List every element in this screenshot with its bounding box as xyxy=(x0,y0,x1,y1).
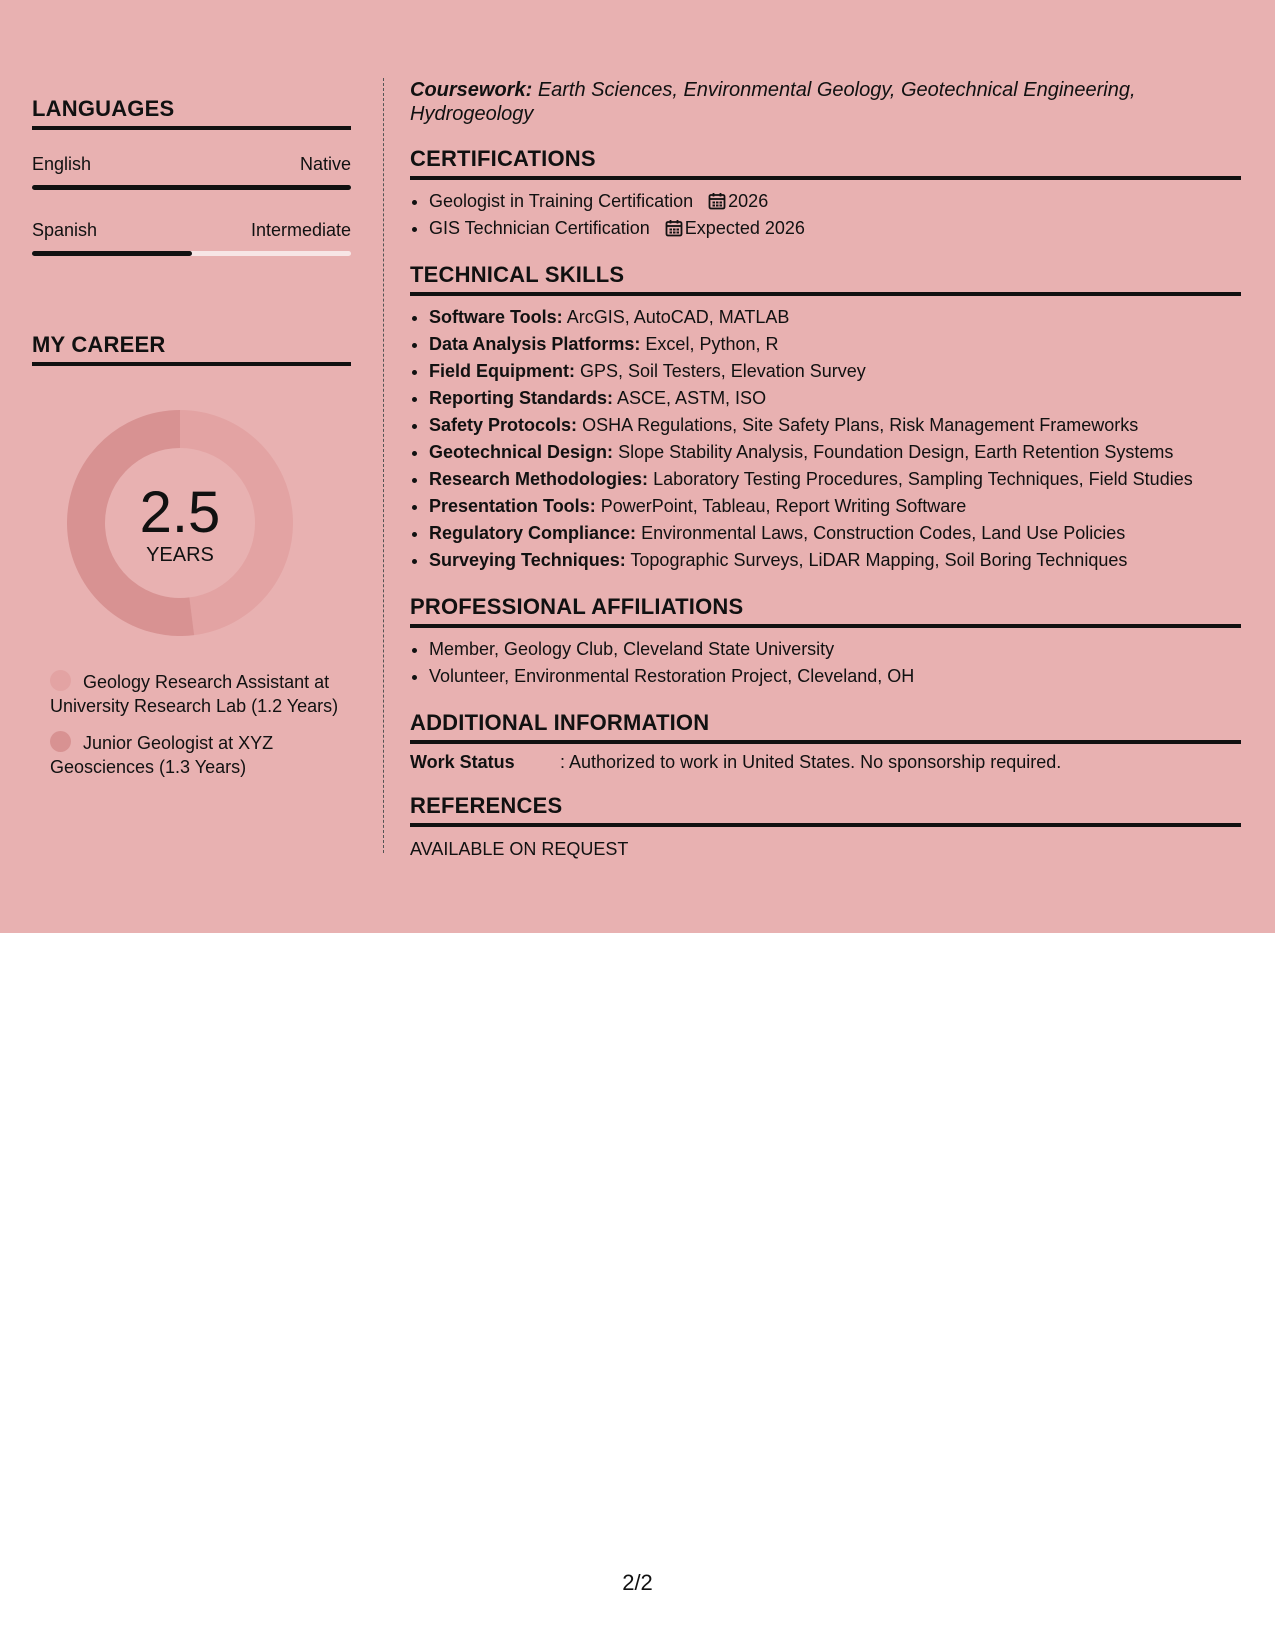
page-number: 2/2 xyxy=(622,1570,653,1595)
work-status-value: : Authorized to work in United States. No sponsorship required. xyxy=(560,752,1062,772)
legend-dot-icon xyxy=(50,670,71,691)
skill-label: Regulatory Compliance: xyxy=(429,523,637,543)
skill-item xyxy=(429,412,1241,439)
career-legend-item xyxy=(50,670,351,718)
language-proficiency-fill xyxy=(32,251,192,256)
certifications-title: CERTIFICATIONS xyxy=(410,146,1241,180)
skill-value: GPS, Soil Testers, Elevation Survey xyxy=(580,361,866,381)
languages-title: LANGUAGES xyxy=(32,96,351,130)
technical-skills-list xyxy=(410,304,1241,574)
career-legend xyxy=(32,670,351,779)
career-title: MY CAREER xyxy=(32,332,351,366)
affiliations-list xyxy=(410,636,1241,690)
additional-info-title: ADDITIONAL INFORMATION xyxy=(410,710,1241,744)
skill-label: Software Tools: xyxy=(429,307,563,327)
certification-name: GIS Technician Certification xyxy=(429,218,650,238)
references-title: REFERENCES xyxy=(410,793,1241,827)
skill-value: Laboratory Testing Procedures, Sampling Techniques, Field Studies xyxy=(653,469,1193,489)
skill-label: Safety Protocols: xyxy=(429,415,578,435)
calendar-icon xyxy=(708,192,726,210)
career-total-years: 2.5 xyxy=(139,479,221,545)
language-name: English xyxy=(32,154,92,174)
skill-item xyxy=(429,466,1241,493)
skill-value: Topographic Surveys, LiDAR Mapping, Soil Boring Techniques xyxy=(630,550,1128,570)
language-level: Native xyxy=(299,154,351,174)
skill-item xyxy=(429,358,1241,385)
career-legend-label: Junior Geologist at XYZ Geosciences (1.3 Years) xyxy=(50,733,274,777)
skill-label: Field Equipment: xyxy=(429,361,575,381)
career-donut-chart xyxy=(67,410,293,636)
skill-label: Data Analysis Platforms: xyxy=(429,334,641,354)
coursework xyxy=(410,78,1241,126)
calendar-icon xyxy=(665,219,683,237)
certification-date: 2026 xyxy=(728,191,769,211)
skill-item xyxy=(429,547,1241,574)
skill-label: Surveying Techniques: xyxy=(429,550,626,570)
certifications-list xyxy=(410,188,1241,242)
coursework-label: Coursework: xyxy=(410,79,533,101)
skill-value: ArcGIS, AutoCAD, MATLAB xyxy=(566,307,790,327)
skill-label: Presentation Tools: xyxy=(429,496,596,516)
language-proficiency-fill xyxy=(32,185,351,190)
skill-label: Research Methodologies: xyxy=(429,469,649,489)
certification-item xyxy=(429,215,1241,242)
right-column xyxy=(410,78,1241,860)
certification-date: Expected 2026 xyxy=(684,218,805,238)
language-item xyxy=(32,154,351,190)
skill-item xyxy=(429,331,1241,358)
skill-value: Slope Stability Analysis, Foundation Design, Earth Retention Systems xyxy=(618,442,1174,462)
certification-name: Geologist in Training Certification xyxy=(429,191,694,211)
legend-dot-icon xyxy=(50,731,71,752)
work-status-row xyxy=(410,752,1241,773)
language-level: Intermediate xyxy=(250,220,351,240)
technical-skills-title: TECHNICAL SKILLS xyxy=(410,262,1241,296)
references-text: AVAILABLE ON REQUEST xyxy=(410,839,629,859)
skill-label: Geotechnical Design: xyxy=(429,442,614,462)
left-column xyxy=(32,78,351,792)
career-total-unit: YEARS xyxy=(146,543,214,566)
skill-item xyxy=(429,439,1241,466)
skill-item xyxy=(429,520,1241,547)
language-name: Spanish xyxy=(32,220,98,240)
work-status-label: Work Status xyxy=(410,752,515,772)
career-legend-item xyxy=(50,731,351,779)
skill-item xyxy=(429,304,1241,331)
skill-item xyxy=(429,385,1241,412)
skill-value: OSHA Regulations, Site Safety Plans, Risk Management Frameworks xyxy=(582,415,1139,435)
column-divider xyxy=(383,78,384,853)
skill-value: PowerPoint, Tableau, Report Writing Software xyxy=(600,496,967,516)
coursework-text: Earth Sciences, Environmental Geology, Geotechnical Engineering, Hydrogeology xyxy=(410,79,1136,125)
skill-item xyxy=(429,493,1241,520)
language-proficiency-bar xyxy=(32,185,351,190)
skill-value: ASCE, ASTM, ISO xyxy=(617,388,767,408)
skill-label: Reporting Standards: xyxy=(429,388,614,408)
skill-value: Excel, Python, R xyxy=(645,334,779,354)
language-item xyxy=(32,220,351,256)
certification-item xyxy=(429,188,1241,215)
affiliations-title: PROFESSIONAL AFFILIATIONS xyxy=(410,594,1241,628)
affiliation-item: • Member, Geology Club, Cleveland State University xyxy=(429,636,1241,663)
affiliation-item: • Volunteer, Environmental Restoration Project, Cleveland, OH xyxy=(429,663,1241,690)
language-proficiency-bar xyxy=(32,251,351,256)
career-legend-label: Geology Research Assistant at University Research Lab (1.2 Years) xyxy=(50,672,339,716)
skill-value: Environmental Laws, Construction Codes, Land Use Policies xyxy=(641,523,1126,543)
